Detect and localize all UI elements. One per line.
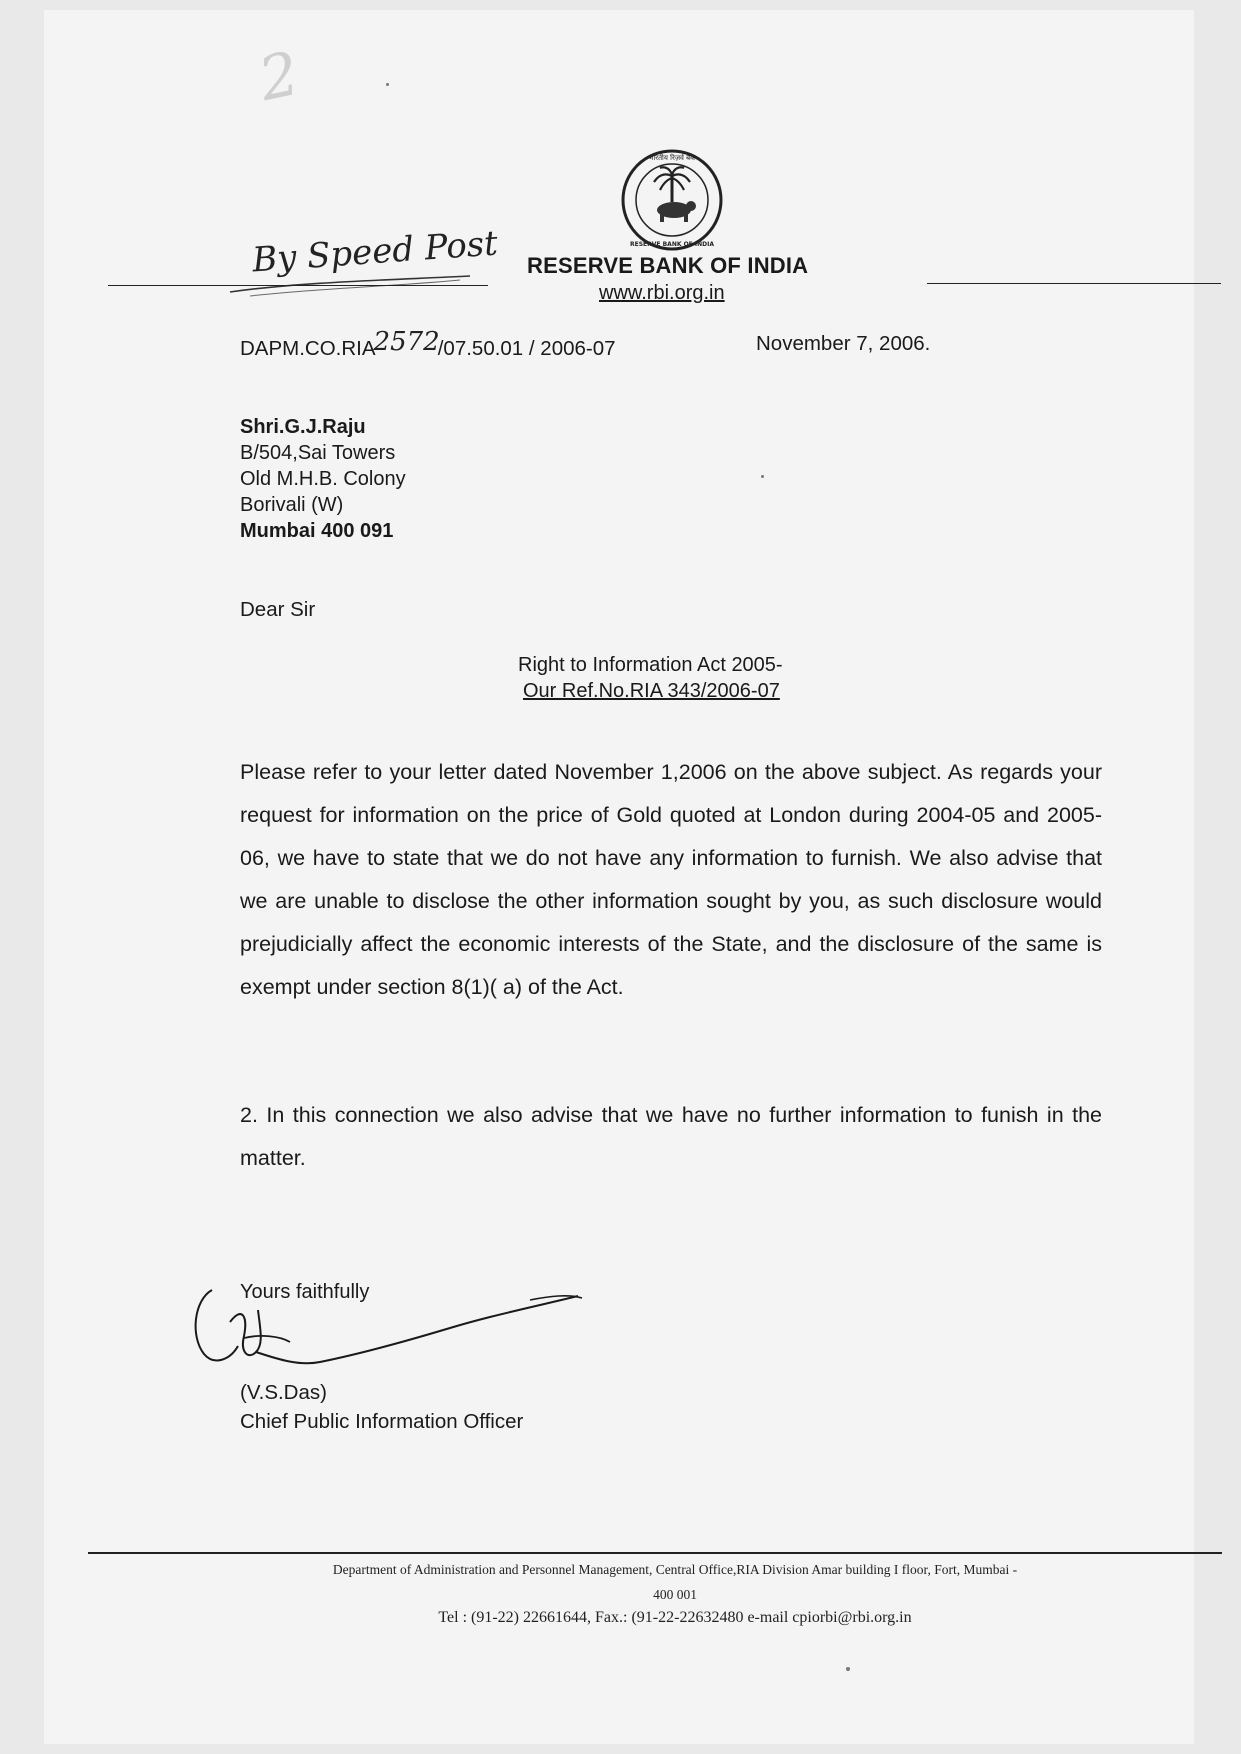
closing: Yours faithfully	[240, 1281, 370, 1303]
signer-name: (V.S.Das)	[240, 1381, 327, 1404]
svg-text:भारतीय रिज़र्व बैंक: भारतीय रिज़र्व बैंक	[648, 154, 696, 162]
salutation: Dear Sir	[240, 598, 316, 621]
signer-block	[240, 1378, 523, 1436]
scan-speck	[761, 475, 764, 478]
footer-rule	[88, 1552, 1222, 1554]
addressee-line2: Old M.H.B. Colony	[240, 468, 406, 490]
subject-line2: Our Ref.No.RIA 343/2006-07	[523, 680, 780, 702]
signer-title: Chief Public Information Officer	[240, 1410, 524, 1433]
reference-prefix: DAPM.CO.RIA	[240, 337, 376, 360]
header-rule-left	[108, 285, 488, 286]
handwritten-delivery-note: By Speed Post	[250, 223, 500, 281]
subject-block	[518, 652, 783, 704]
footer-pincode: 400 001	[653, 1587, 697, 1602]
handwritten-reference-number: 2572	[373, 327, 440, 357]
reference-number	[240, 327, 616, 362]
addressee-block	[240, 414, 740, 544]
letter-date: November 7, 2006.	[756, 332, 931, 355]
body-paragraph-2: 2. In this connection we also advise that we have no further information to funish in the matter.	[240, 1103, 1102, 1170]
bank-website-link[interactable]: www.rbi.org.in	[599, 282, 725, 304]
addressee-line1: B/504,Sai Towers	[240, 442, 396, 464]
handwritten-page-mark: 2	[253, 38, 306, 116]
footer-contact: Tel : (91-22) 22661644, Fax.: (91-22-22632480 e-mail cpiorbi@rbi.org.in	[438, 1609, 912, 1626]
body-paragraph-1: Please refer to your letter dated November 1,2006 on the above subject. As regards your request for information on the price of Gold quoted at London during 2004-05 and 2005-06, we have to state that we do not have any information to furnish. We also advise that we are unable to disclose the other information sought by you, as such disclosure would prejudicially affect the economic interests of the State, and the disclosure of the same is exempt under section 8(1)( a) of the Act.	[240, 760, 1102, 999]
addressee-line3: Borivali (W)	[240, 494, 344, 516]
subject-line1: Right to Information Act 2005-	[518, 654, 783, 676]
scan-speck	[846, 1667, 850, 1671]
reference-suffix: /07.50.01 / 2006-07	[437, 337, 616, 360]
addressee-name: Shri.G.J.Raju	[240, 416, 366, 438]
header-rule-right	[927, 283, 1221, 284]
scan-speck	[386, 83, 389, 86]
footer-address: Department of Administration and Personnel Management, Central Office,RIA Division Amar building I floor, Fort, Mumbai -	[332, 1562, 1018, 1577]
bank-name: RESERVE BANK OF INDIA	[527, 253, 809, 278]
svg-text:RESERVE BANK OF INDIA: RESERVE BANK OF INDIA	[630, 241, 714, 248]
rbi-seal-logo	[620, 148, 724, 252]
addressee-city: Mumbai 400 091	[240, 520, 394, 542]
